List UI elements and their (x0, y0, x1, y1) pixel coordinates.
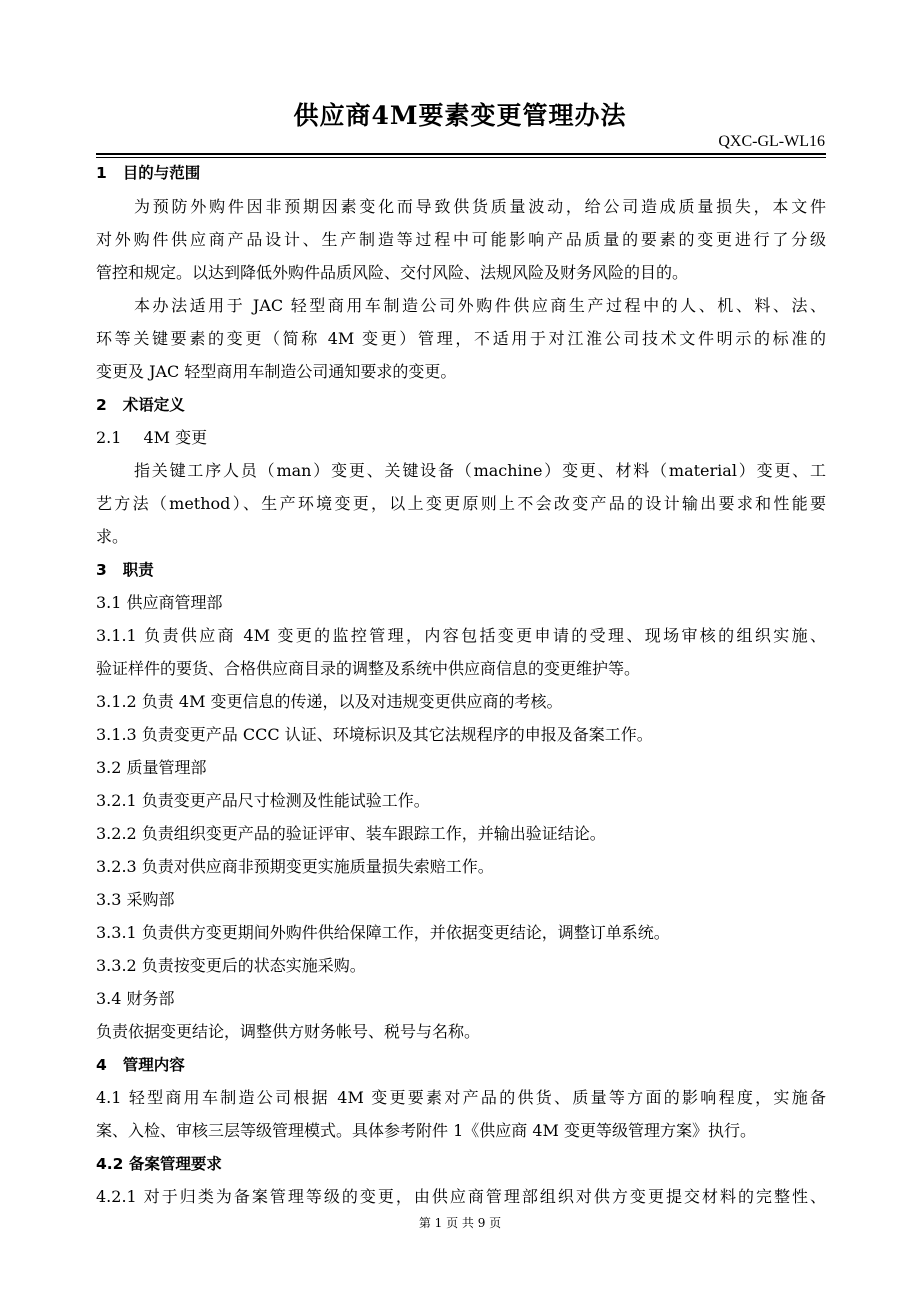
paragraph-line: 求。 (96, 527, 129, 546)
document-title: 供应商4M要素变更管理办法 (293, 101, 627, 130)
paragraph-line: 3.3.1 负责供方变更期间外购件供给保障工作，并依据变更结论，调整订单系统。 (96, 923, 670, 942)
paragraph-line: 4.2.1 对于归类为备案管理等级的变更，由供应商管理部组织对供方变更提交材料的完整性、 (96, 1187, 826, 1206)
paragraph-line: 3.1.2 负责 4M 变更信息的传递，以及对违规变更供应商的考核。 (96, 692, 563, 711)
paragraph-line: 3.3.2 负责按变更后的状态实施采购。 (96, 956, 366, 975)
section-title: 管理内容 (122, 1056, 185, 1074)
section-title: 职责 (122, 561, 154, 579)
paragraph-line: 验证样件的要货、合格供应商目录的调整及系统中供应商信息的变更维护等。 (96, 659, 641, 678)
paragraph-line: 变更及 JAC 轻型商用车制造公司通知要求的变更。 (96, 362, 457, 381)
paragraph-line: 3.1.1 负责供应商 4M 变更的监控管理，内容包括变更申请的受理、现场审核的组织实施、 (96, 626, 826, 645)
section-title: 术语定义 (122, 396, 185, 414)
section-2-heading (96, 394, 826, 416)
section-number: 2 (96, 396, 107, 414)
subsection-heading: 3.3 采购部 (96, 890, 175, 909)
paragraph-line: 4.1 轻型商用车制造公司根据 4M 变更要素对产品的供货、质量等方面的影响程度，实施备 (96, 1088, 826, 1107)
subsection-heading: 3.4 财务部 (96, 989, 175, 1008)
subsection-heading: 3.2 质量管理部 (96, 758, 207, 777)
section-number: 3 (96, 561, 107, 579)
paragraph-line: 本办法适用于 JAC 轻型商用车制造公司外购件供应商生产过程中的人、机、料、法、 (134, 296, 826, 315)
paragraph-line: 负责依据变更结论，调整供方财务帐号、税号与名称。 (96, 1022, 481, 1041)
paragraph-line: 3.2.2 负责组织变更产品的验证评审、装车跟踪工作，并输出验证结论。 (96, 824, 606, 843)
header-rule-thick (96, 153, 826, 155)
subsection-number: 2.1 (96, 428, 122, 447)
document-code: QXC-GL-WL16 (718, 133, 825, 150)
paragraph-line: 环等关键要素的变更（简称 4M 变更）管理，不适用于对江淮公司技术文件明示的标准的 (96, 329, 826, 348)
subsection-title: 4M 变更 (143, 428, 208, 447)
section-number: 1 (96, 164, 107, 182)
paragraph-line: 为预防外购件因非预期因素变化而导致供货质量波动，给公司造成质量损失，本文件 (134, 197, 826, 216)
paragraph-line: 3.2.3 负责对供应商非预期变更实施质量损失索赔工作。 (96, 857, 494, 876)
header-rule-thin (96, 157, 826, 158)
page-footer: 第 1 页 共 9 页 (418, 1216, 502, 1230)
section-1-heading (96, 162, 826, 184)
subsection-heading-bold: 4.2 备案管理要求 (96, 1155, 222, 1173)
section-3-heading (96, 559, 826, 581)
paragraph-line: 指关键工序人员（man）变更、关键设备（machine）变更、材料（material）变更、工 (134, 461, 826, 480)
section-number: 4 (96, 1056, 107, 1074)
subsection-heading: 3.1 供应商管理部 (96, 593, 223, 612)
section-4-heading (96, 1054, 826, 1076)
paragraph-line: 3.1.3 负责变更产品 CCC 认证、环境标识及其它法规程序的申报及备案工作。 (96, 725, 653, 744)
paragraph-line: 对外购件供应商产品设计、生产制造等过程中可能影响产品质量的要素的变更进行了分级 (96, 230, 826, 249)
section-title: 目的与范围 (122, 164, 201, 182)
paragraph-line: 艺方法（method）、生产环境变更，以上变更原则上不会改变产品的设计输出要求和性能要 (96, 494, 826, 513)
paragraph-line: 3.2.1 负责变更产品尺寸检测及性能试验工作。 (96, 791, 430, 810)
subsection-2-1-heading (96, 427, 826, 449)
paragraph-line: 案、入检、审核三层等级管理模式。具体参考附件 1《供应商 4M 变更等级管理方案》执行。 (96, 1121, 757, 1140)
paragraph-line: 管控和规定。以达到降低外购件品质风险、交付风险、法规风险及财务风险的目的。 (96, 263, 689, 282)
